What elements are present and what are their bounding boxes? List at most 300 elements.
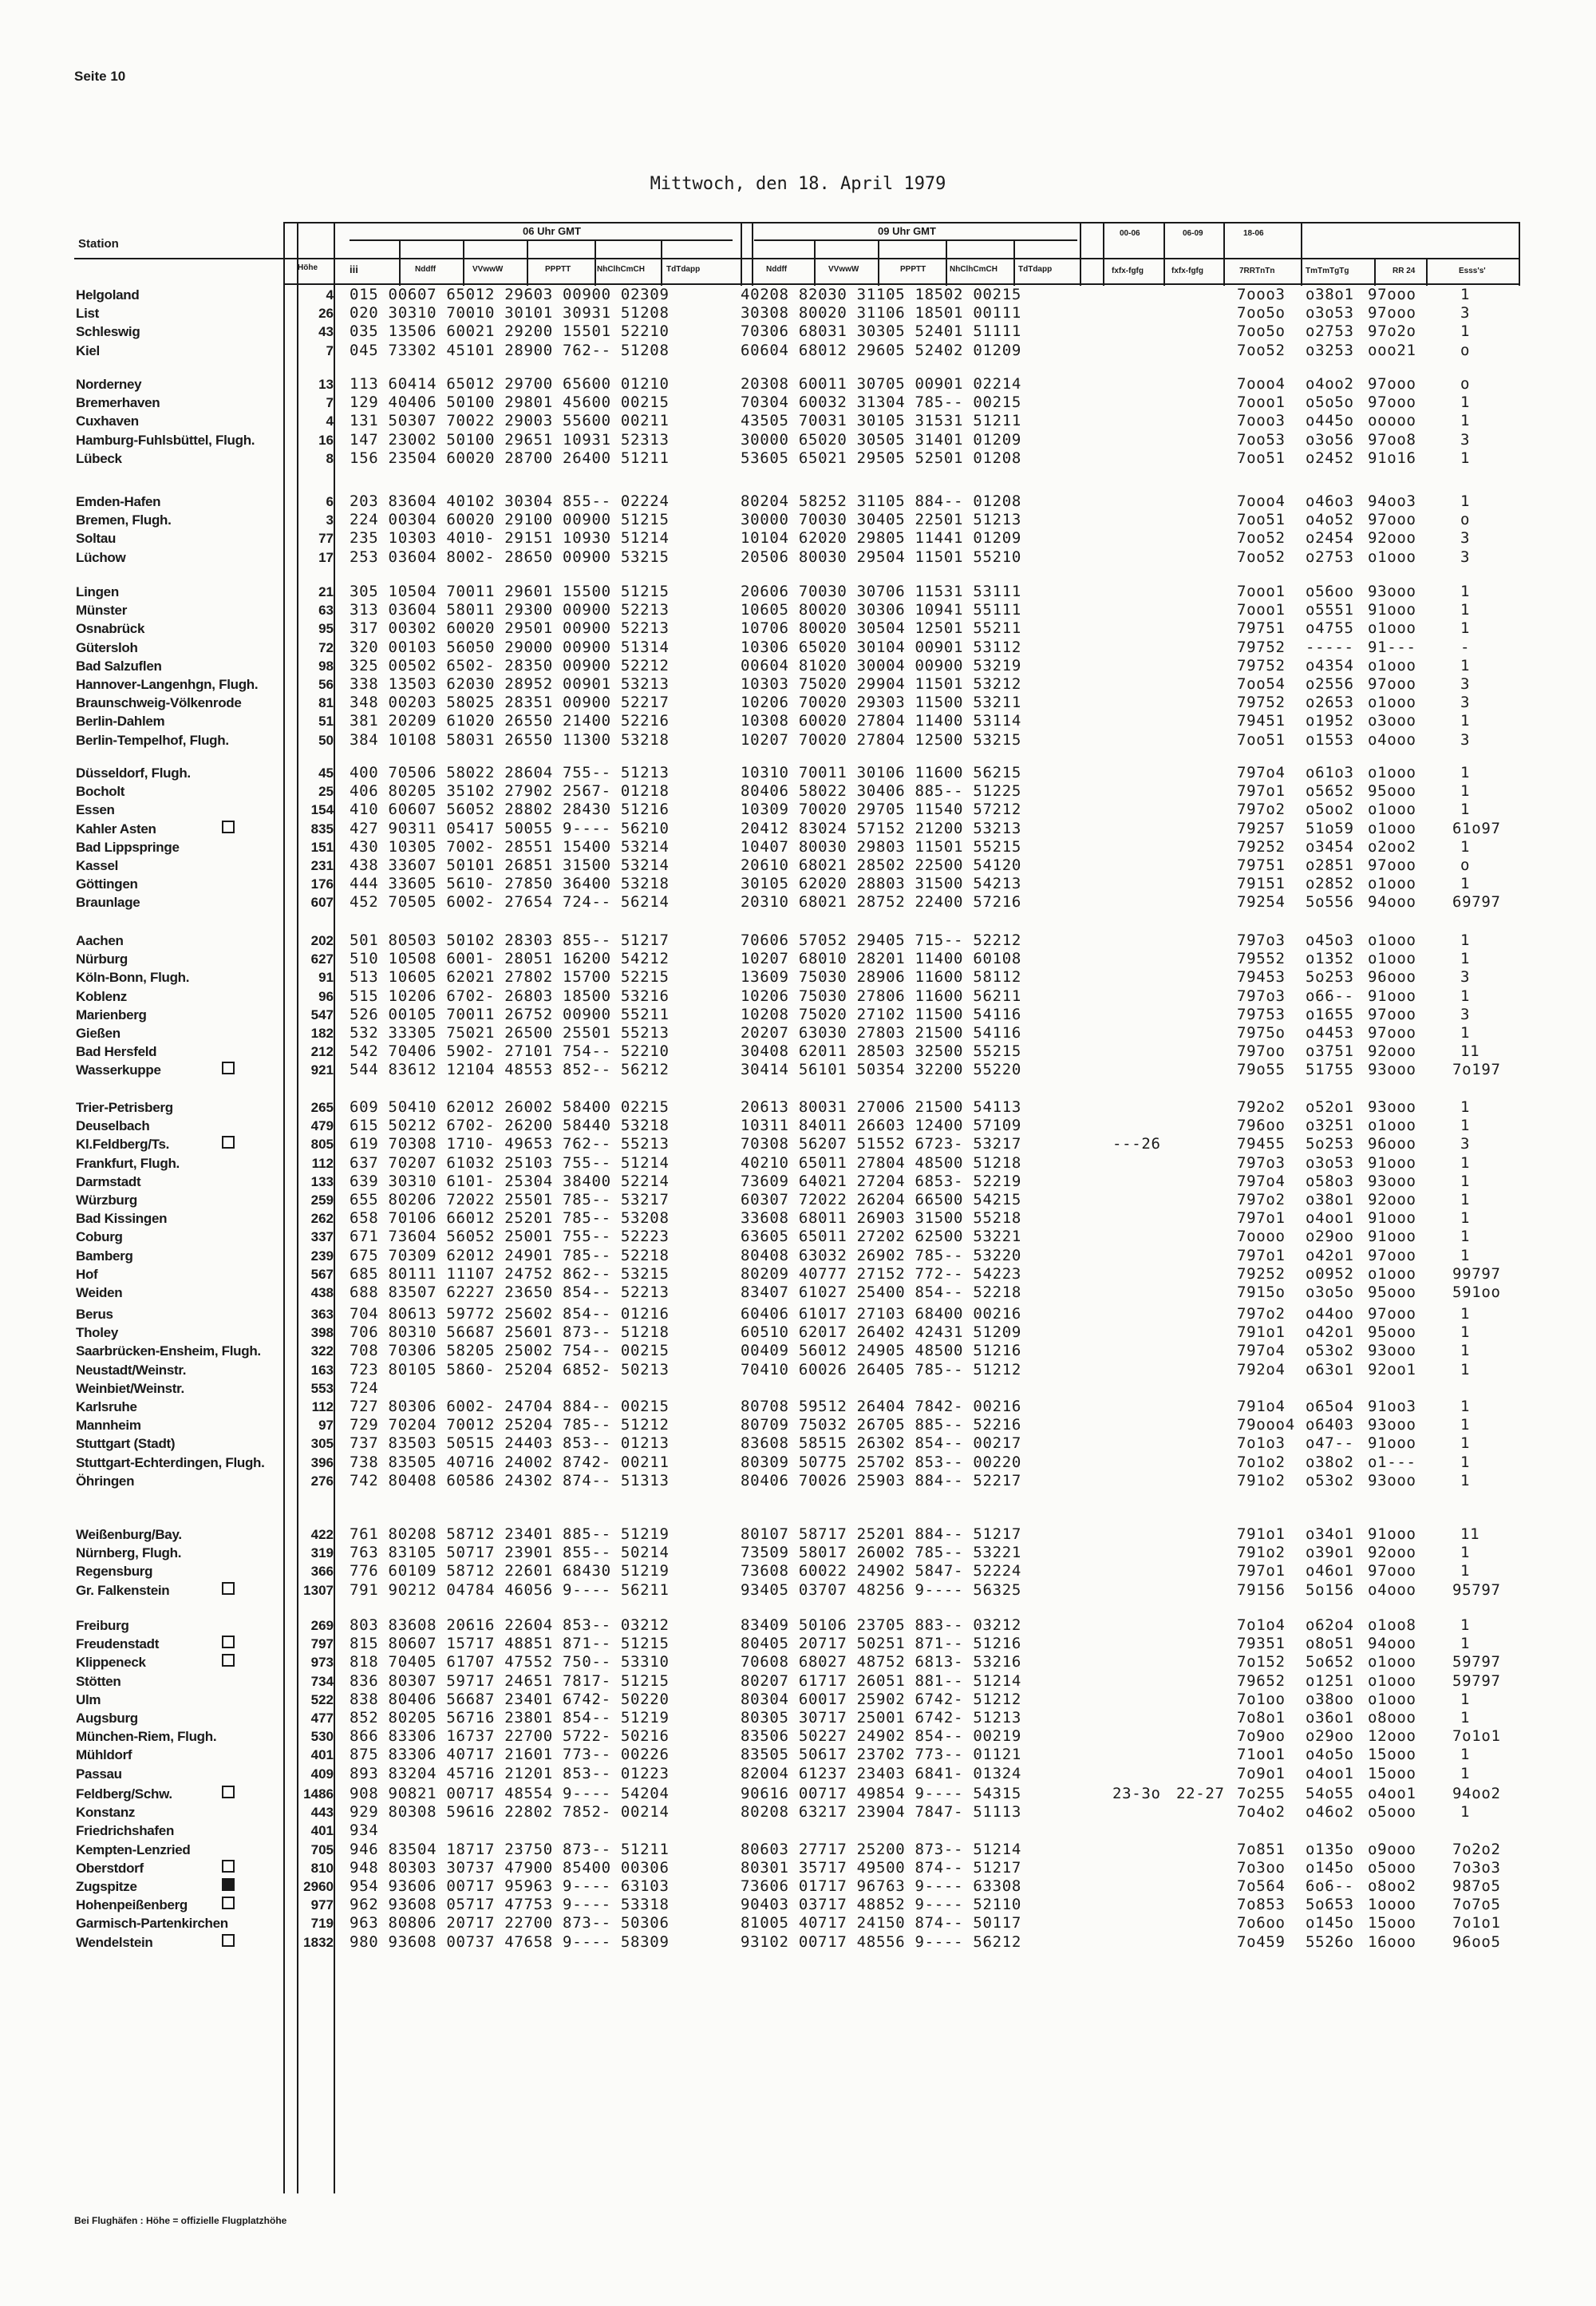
group-temp: o44oo [1306,1305,1354,1323]
marker-cell [217,1635,235,1653]
group-7rr: 79351 [1237,1635,1286,1653]
group-7rr: 79753 [1237,1005,1286,1023]
obs-09-groups: 82004 61237 23403 6841- 01324 [741,1764,1022,1782]
table-row [0,1581,1596,1600]
obs-06-groups: 045 73302 45101 28900 762-- 51208 [350,341,670,359]
snow-depth: 1 [1460,1023,1471,1042]
obs-09-groups: 60307 72022 26204 66500 54215 [741,1190,1022,1208]
precip-24h: o1ooo [1368,1264,1416,1283]
group-temp: o145o [1306,1914,1354,1932]
group-7rr: 797o4 [1237,1342,1286,1360]
station-height: 96 [318,988,334,1004]
obs-09-groups: 73608 60022 24902 5847- 52224 [741,1562,1022,1580]
obs-09-groups: 10311 84011 26603 12400 57109 [741,1117,1022,1135]
obs-09-groups: 80708 59512 26404 7842- 00216 [741,1397,1022,1415]
group-7rr: 79252 [1237,1264,1286,1283]
station-marker-icon [222,1582,235,1595]
table-row [0,875,1596,893]
gust-00-06: 23-3o [1112,1785,1161,1802]
precip-24h: o5ooo [1368,1858,1416,1877]
precip-24h: 96ooo [1368,1135,1416,1153]
precip-24h: 97ooo [1368,286,1416,303]
table-row [0,1672,1596,1691]
station-name: Berlin-Tempelhof, Flugh. [76,732,229,748]
station-name: Schleswig [76,324,140,340]
station-height: 401 [310,1747,334,1763]
station-name: Augsburg [76,1710,138,1726]
table-row [0,449,1596,468]
table-row [0,1416,1596,1434]
group-7rr: 79151 [1237,875,1286,893]
station-marker-icon [222,1136,235,1149]
obs-09-groups: 30408 62011 28503 32500 55215 [741,1042,1022,1061]
snow-depth: o [1460,341,1471,359]
table-row [0,1691,1596,1709]
station-name: Klippeneck [76,1655,146,1671]
station-name: Oberstdorf [76,1860,144,1876]
station-height: 835 [310,821,334,837]
station-height: 269 [310,1618,334,1633]
obs-06-groups: 410 60607 56052 28802 28430 51216 [350,801,670,819]
group-temp: o66-- [1306,987,1354,1005]
table-row [0,639,1596,657]
obs-09-groups: 10208 75020 27102 11500 54116 [741,1005,1022,1023]
obs-09-groups: 73609 64021 27204 6853- 52219 [741,1172,1022,1190]
obs-06-groups: 406 80205 35102 27902 2567- 01218 [350,782,670,801]
snow-depth: 1 [1460,712,1471,730]
station-height: 154 [310,802,334,818]
precip-24h: 93ooo [1368,583,1416,600]
snow-depth: 1 [1460,950,1471,968]
station-name: Weißenburg/Bay. [76,1527,182,1542]
group-7rr: 79156 [1237,1580,1286,1599]
station-marker-icon [222,1934,235,1947]
group-temp: o38o1 [1306,1190,1354,1208]
station-height: 401 [310,1823,334,1839]
precip-24h: o9ooo [1368,1840,1416,1858]
station-group [0,764,1596,912]
obs-06-groups: 724 [350,1378,379,1397]
obs-06-groups: 815 80607 15717 48851 871-- 51215 [350,1635,670,1653]
table-row [0,1434,1596,1453]
group-7rr: 7o853 [1237,1896,1286,1914]
station-height: 4 [326,287,334,303]
station-group [0,1785,1596,1952]
snow-depth: o [1460,856,1471,874]
obs-09-groups: 80309 50775 25702 853-- 00220 [741,1453,1022,1471]
extra-snow: Esss's' [1459,267,1486,275]
station-marker-icon [222,1897,235,1909]
snow-depth: 3 [1460,1135,1471,1153]
precip-24h: 91--- [1368,638,1416,656]
obs-06-groups: 706 80310 56687 25601 873-- 51218 [350,1323,670,1342]
precip-24h: 91ooo [1368,1434,1416,1453]
precip-24h: o1--- [1368,1453,1416,1471]
group-7rr: 797o2 [1237,1190,1286,1208]
obs-06-groups: 866 83306 16737 22700 5722- 50216 [350,1727,670,1746]
snow-depth: 1 [1460,1305,1471,1323]
group-temp: o5oo2 [1306,801,1354,819]
station-height: 8 [326,450,334,466]
station-height: 151 [310,839,334,855]
extra-7group: 7RRTnTn [1239,267,1275,275]
marker-cell [217,1061,235,1079]
group-temp: o5652 [1306,782,1354,801]
station-height: 81 [318,695,334,711]
group-temp: o3751 [1306,1042,1354,1061]
obs-09-groups: 13609 75030 28906 11600 58112 [741,968,1022,987]
obs-06-groups: 253 03604 8002- 28650 00900 53215 [350,548,670,566]
group-temp: o2653 [1306,694,1354,712]
snow-depth: 7o7o5 [1452,1896,1501,1914]
table-row [0,968,1596,987]
obs-06-groups: 738 83505 40716 24002 8742- 00211 [350,1453,670,1471]
station-name: Osnabrück [76,621,145,637]
snow-depth: 94oo2 [1452,1785,1501,1802]
table-row [0,1544,1596,1562]
snow-depth: 1 [1460,1209,1471,1228]
group-temp: o1655 [1306,1005,1354,1023]
group-7rr: 797o3 [1237,931,1286,949]
extra-header-18-06: 18-06 [1243,229,1264,238]
obs-09-groups: 83409 50106 23705 883-- 03212 [741,1616,1022,1634]
table-row [0,675,1596,694]
precip-24h: 97ooo [1368,856,1416,874]
snow-depth: 1 [1460,1690,1471,1708]
group-7rr: 7o152 [1237,1653,1286,1671]
group-7rr: 79o55 [1237,1061,1286,1079]
obs-06-groups: 203 83604 40102 30304 855-- 02224 [350,492,670,510]
obs-09-groups: 10407 80030 29803 11501 55215 [741,837,1022,856]
obs-06-groups: 818 70405 61707 47552 750-- 53310 [350,1653,670,1671]
obs-09-groups: 10104 62020 29805 11441 01209 [741,529,1022,548]
obs-06-groups: 838 80406 56687 23401 6742- 50220 [350,1690,670,1708]
station-height: 422 [310,1527,334,1542]
table-row [0,694,1596,712]
station-name: Kl.Feldberg/Ts. [76,1137,170,1153]
group-temp: o1352 [1306,950,1354,968]
group-7rr: 791o4 [1237,1397,1286,1415]
station-name: Mühldorf [76,1747,132,1763]
group-temp: 5o652 [1306,1653,1354,1671]
station-name: Weiden [76,1284,123,1300]
station-name: Soltau [76,531,117,547]
precip-24h: 15ooo [1368,1746,1416,1764]
snow-depth: 1 [1460,1434,1471,1453]
table-row [0,1877,1596,1896]
snow-depth: 1 [1460,1453,1471,1471]
col06-ppptt: PPPTT [545,265,571,274]
snow-depth: 1 [1460,492,1471,510]
group-7rr: 79751 [1237,856,1286,874]
obs-09-groups: 20412 83024 57152 21200 53213 [741,819,1022,837]
group-temp: o0952 [1306,1264,1354,1283]
obs-09-groups: 83506 50227 24902 854-- 00219 [741,1727,1022,1746]
snow-depth: 1 [1460,1153,1471,1172]
station-height: 366 [310,1564,334,1580]
precip-24h: 93ooo [1368,1342,1416,1360]
precip-24h: o1ooo [1368,931,1416,949]
group-7rr: 79252 [1237,837,1286,856]
precip-24h: o1oo8 [1368,1616,1416,1634]
group-7rr: 79451 [1237,712,1286,730]
station-name: Lingen [76,584,119,599]
station-name: Stötten [76,1673,121,1689]
table-row [0,619,1596,638]
group-temp: o39o1 [1306,1544,1354,1562]
obs-06-groups: 317 00302 60020 29501 00900 52213 [350,619,670,638]
station-name: Freiburg [76,1618,129,1633]
station-height: 1832 [303,1934,334,1950]
table-row [0,1653,1596,1671]
snow-depth: 1 [1460,1098,1471,1116]
snow-depth: 1 [1460,1246,1471,1264]
station-name: Öhringen [76,1473,135,1489]
obs-09-groups: 20610 68021 28502 22500 54120 [741,856,1022,874]
station-height: 17 [318,549,334,565]
group-7rr: 7oo52 [1237,341,1286,359]
station-height: 259 [310,1192,334,1208]
col09-clouds: NhClhCmCH [950,265,998,274]
obs-06-groups: 948 80303 30737 47900 85400 00306 [350,1858,670,1877]
precip-24h: o1ooo [1368,801,1416,819]
station-name: Kiel [76,342,100,358]
obs-06-groups: 544 83612 12104 48553 852-- 56212 [350,1061,670,1079]
obs-06-groups: 763 83105 50717 23901 855-- 50214 [350,1544,670,1562]
precip-24h: 1oooo [1368,1896,1416,1914]
station-height: 51 [318,714,334,730]
station-height: 319 [310,1545,334,1561]
station-height: 479 [310,1118,334,1134]
obs-06-groups: 035 13506 60021 29200 15501 52210 [350,322,670,341]
obs-06-groups: 619 70308 1710- 49653 762-- 55213 [350,1135,670,1153]
table-row [0,1042,1596,1061]
precip-24h: 97ooo [1368,394,1416,412]
group-7rr: 7ooo4 [1237,492,1286,510]
obs-09-groups: 40210 65011 27804 48500 51218 [741,1153,1022,1172]
obs-06-groups: 776 60109 58712 22601 68430 51219 [350,1562,670,1580]
precip-24h: o1ooo [1368,1653,1416,1671]
precip-24h: o3ooo [1368,712,1416,730]
snow-depth: - [1460,638,1471,656]
obs-06-groups: 224 00304 60020 29100 00900 51215 [350,511,670,529]
precip-24h: o1ooo [1368,764,1416,781]
station-name: Hamburg-Fuhlsbüttel, Flugh. [76,432,255,448]
group-7rr: 7oo52 [1237,529,1286,548]
group-temp: 5526o [1306,1932,1354,1951]
table-row [0,856,1596,875]
obs-06-groups: 532 33305 75021 26500 25501 55213 [350,1023,670,1042]
snow-depth: 1 [1460,1803,1471,1821]
marker-cell [217,1896,235,1914]
group-temp: o2753 [1306,548,1354,566]
precip-24h: 95ooo [1368,1323,1416,1342]
table-row [0,1006,1596,1024]
group-temp: ----- [1306,638,1354,656]
group-temp: 5o156 [1306,1580,1354,1599]
precip-24h: o2oo2 [1368,837,1416,856]
group-7rr: 79257 [1237,819,1286,837]
station-height: 63 [318,603,334,619]
obs-09-groups: 00409 56012 24905 48500 51216 [741,1342,1022,1360]
group-7rr: 797o2 [1237,1305,1286,1323]
table-row [0,712,1596,730]
group-temp: o2852 [1306,875,1354,893]
station-height: 239 [310,1248,334,1264]
snow-depth: 1 [1460,1342,1471,1360]
precip-24h: 91ooo [1368,1209,1416,1228]
station-name: Regensburg [76,1564,153,1580]
snow-depth: 1 [1460,619,1471,638]
station-name: Coburg [76,1229,123,1245]
obs-09-groups: 10206 75030 27806 11600 56211 [741,987,1022,1005]
obs-06-groups: 438 33607 50101 26851 31500 53214 [350,856,670,874]
obs-06-groups: 015 00607 65012 29603 00900 02309 [350,286,670,303]
table-row [0,657,1596,675]
station-height: 7 [326,395,334,411]
table-row [0,492,1596,511]
obs-06-groups: 791 90212 04784 46056 9---- 56211 [350,1580,670,1599]
station-marker-icon [222,1786,235,1798]
table-row [0,1342,1596,1360]
group-temp: o53o2 [1306,1471,1354,1489]
snow-depth: 1 [1460,656,1471,674]
group-7rr: 79752 [1237,638,1286,656]
station-name: Braunschweig-Völkenrode [76,695,242,711]
station-height: 443 [310,1805,334,1821]
obs-06-groups: 452 70505 6002- 27654 724-- 56214 [350,893,670,912]
group-7rr: 7o1oo [1237,1690,1286,1708]
precip-24h: 91ooo [1368,1525,1416,1543]
obs-06-groups: 946 83504 18717 23750 873-- 51211 [350,1840,670,1858]
obs-06-groups: 615 50212 6702- 26200 58440 53218 [350,1117,670,1135]
marker-cell [217,1877,235,1896]
station-name: Kassel [76,857,119,873]
station-name: Gr. Falkenstein [76,1582,170,1598]
precip-24h: 97oo8 [1368,430,1416,449]
obs-09-groups: 10207 70020 27804 12500 53215 [741,730,1022,749]
group-temp: o2556 [1306,674,1354,693]
station-name: Lübeck [76,450,122,466]
table-row [0,1098,1596,1117]
snow-depth: 987o5 [1452,1877,1501,1895]
group-7rr: 7ooo1 [1237,583,1286,600]
station-height: 45 [318,765,334,781]
obs-09-groups: 10706 80020 30504 12501 55211 [741,619,1022,638]
station-name: Wasserkuppe [76,1062,161,1078]
obs-06-groups: 761 80208 58712 23401 885-- 51219 [350,1525,670,1543]
table-row [0,548,1596,567]
station-group [0,1098,1596,1302]
station-height: 477 [310,1710,334,1726]
table-row [0,782,1596,801]
station-name: Bremerhaven [76,395,160,411]
marker-cell [217,1785,235,1803]
obs-06-groups: 875 83306 40717 21601 773-- 00226 [350,1746,670,1764]
precip-24h: 97ooo [1368,1246,1416,1264]
station-name: Ulm [76,1691,101,1707]
station-name: Lüchow [76,549,126,565]
group-temp: o3o53 [1306,1153,1354,1172]
obs-09-groups: 30414 56101 50354 32200 55220 [741,1061,1022,1079]
table-row [0,511,1596,529]
station-height: 13 [318,377,334,392]
station-height: 547 [310,1007,334,1022]
station-height: 95 [318,621,334,637]
table-row [0,1209,1596,1228]
group-7rr: 791o2 [1237,1471,1286,1489]
obs-09-groups: 20606 70030 30706 11531 53111 [741,583,1022,600]
obs-06-groups: 444 33605 5610- 27850 36400 53218 [350,875,670,893]
station-name: Wendelstein [76,1934,153,1950]
obs-06-groups: 929 80308 59616 22802 7852- 00214 [350,1803,670,1821]
snow-depth: 1 [1460,801,1471,819]
snow-depth: 96oo5 [1452,1932,1501,1951]
snow-depth: 1 [1460,1360,1471,1378]
precip-24h: 93ooo [1368,1061,1416,1079]
station-name: Feldberg/Schw. [76,1786,172,1802]
station-name: Stuttgart-Echterdingen, Flugh. [76,1454,265,1470]
snow-depth: 61o97 [1452,819,1501,837]
group-7rr: 797oo [1237,1042,1286,1061]
col09-vvwww: VVwwW [828,265,859,274]
station-height: 97 [318,1418,334,1434]
precip-24h: 97ooo [1368,304,1416,322]
block-06-header: 06 Uhr GMT [523,225,581,237]
station-height: 262 [310,1211,334,1227]
table-row [0,1454,1596,1472]
marker-cell [217,1933,235,1952]
group-7rr: 7oo51 [1237,511,1286,529]
table-row [0,412,1596,430]
station-height: 98 [318,658,334,674]
obs-06-groups: 400 70506 58022 28604 755-- 51213 [350,764,670,781]
obs-09-groups: 80107 58717 25201 884-- 51217 [741,1525,1022,1543]
station-height: 553 [310,1380,334,1396]
table-row [0,304,1596,322]
snow-depth: 1 [1460,1397,1471,1415]
table-row [0,1933,1596,1952]
group-temp: o29oo [1306,1727,1354,1746]
obs-09-groups: 80603 27717 25200 873-- 51214 [741,1840,1022,1858]
obs-06-groups: 893 83204 45716 21201 853-- 01223 [350,1764,670,1782]
station-name: Nürnberg, Flugh. [76,1545,182,1561]
precip-24h: 92oo1 [1368,1360,1416,1378]
precip-24h: o1ooo [1368,694,1416,712]
group-temp: o4o52 [1306,511,1354,529]
table-row [0,987,1596,1006]
table-row [0,801,1596,819]
group-7rr: 7975o [1237,1023,1286,1042]
obs-06-groups: 325 00502 6502- 28350 00900 52212 [350,656,670,674]
table-row [0,893,1596,912]
station-group [0,1305,1596,1490]
precip-24h: 93ooo [1368,1098,1416,1116]
table-row [0,1525,1596,1544]
obs-06-groups: 737 83503 50515 24403 853-- 01213 [350,1434,670,1453]
station-marker-icon [222,1878,235,1891]
obs-06-groups: 338 13503 62030 28952 00901 53213 [350,674,670,693]
precip-24h: o8oo2 [1368,1877,1416,1895]
obs-06-groups: 729 70204 70012 25204 785-- 51212 [350,1416,670,1434]
snow-depth: 1 [1460,764,1471,781]
extra-gust-1: fxfx-fgfg [1112,267,1144,275]
obs-09-groups: 80301 35717 49500 874-- 51217 [741,1858,1022,1877]
precip-24h: 97ooo [1368,1305,1416,1323]
table-row [0,1859,1596,1877]
group-7rr: 7oo5o [1237,304,1286,322]
table-row [0,931,1596,950]
